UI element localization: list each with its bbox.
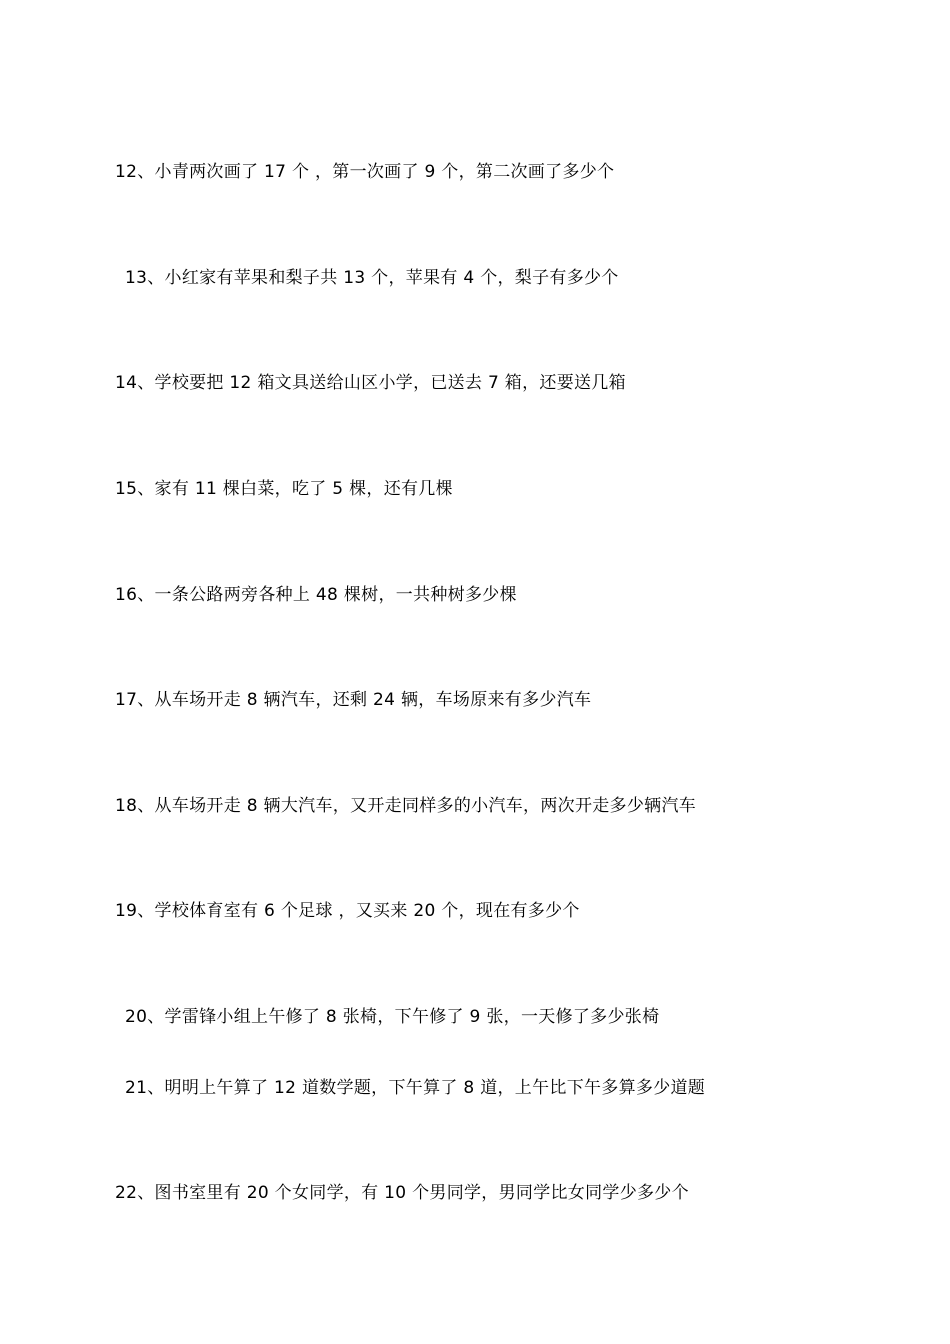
question-19: 19、学校体育室有 6 个足球 ，又买来 20 个，现在有多少个 [115, 901, 580, 921]
question-17: 17、从车场开走 8 辆汽车，还剩 24 辆，车场原来有多少汽车 [115, 690, 592, 710]
question-15: 15、家有 11 棵白菜，吃了 5 棵，还有几棵 [115, 479, 453, 499]
question-13: 13、小红家有苹果和梨子共 13 个，苹果有 4 个，梨子有多少个 [125, 268, 619, 288]
question-16: 16、一条公路两旁各种上 48 棵树，一共种树多少棵 [115, 585, 517, 605]
question-21: 21、明明上午算了 12 道数学题，下午算了 8 道，上午比下午多算多少道题 [125, 1078, 706, 1098]
question-12: 12、小青两次画了 17 个 ，第一次画了 9 个，第二次画了多少个 [115, 162, 615, 182]
question-22: 22、图书室里有 20 个女同学，有 10 个男同学，男同学比女同学少多少个 [115, 1183, 689, 1203]
question-18: 18、从车场开走 8 辆大汽车，又开走同样多的小汽车，两次开走多少辆汽车 [115, 796, 697, 816]
question-20: 20、学雷锋小组上午修了 8 张椅，下午修了 9 张，一天修了多少张椅 [125, 1007, 660, 1027]
question-14: 14、学校要把 12 箱文具送给山区小学，已送去 7 箱，还要送几箱 [115, 373, 626, 393]
